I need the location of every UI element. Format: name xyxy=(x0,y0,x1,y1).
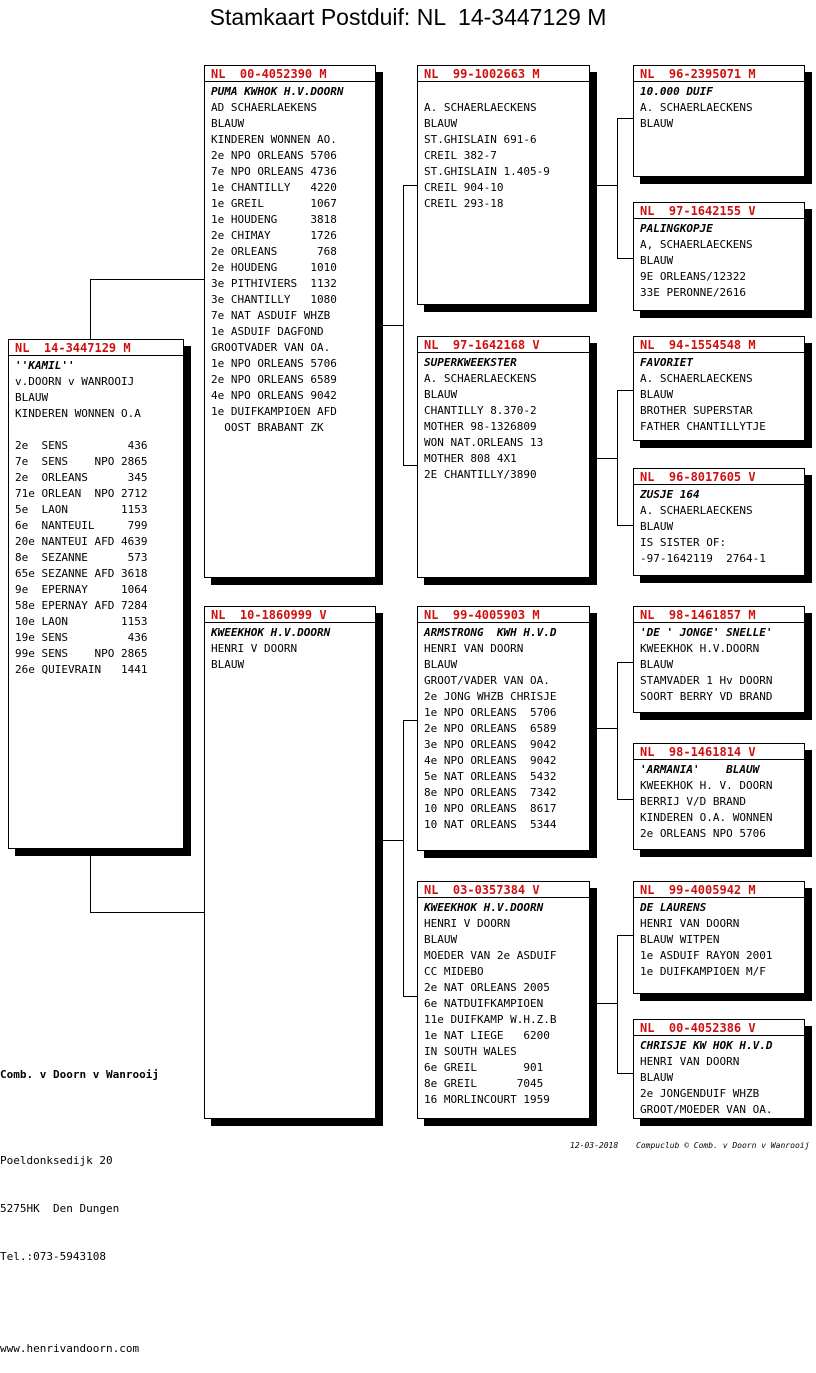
pigeon-details xyxy=(640,898,798,980)
pigeon-detail-line: 2e HOUDENG 1010 xyxy=(211,261,337,274)
pigeon-detail-line: KINDEREN WONNEN AO. xyxy=(211,133,337,146)
pigeon-detail-line: IS SISTER OF: xyxy=(640,536,727,549)
pigeon-name: FAVORIET xyxy=(640,356,693,369)
ring-number: NL 00-4052390 M xyxy=(205,66,375,82)
pigeon-detail-line: BLAUW xyxy=(424,658,458,671)
pigeon-detail-line: CREIL 382-7 xyxy=(424,149,497,162)
pigeon-detail-line: BLAUW xyxy=(640,254,674,267)
connector-mother-mm xyxy=(403,996,417,997)
pigeon-name: PALINGKOPJE xyxy=(640,222,713,235)
ring-number: NL 94-1554548 M xyxy=(634,337,804,353)
pigeon-detail-line: CREIL 293-18 xyxy=(424,197,504,210)
connector-mf-mff xyxy=(617,662,633,663)
pigeon-detail-line: 2e JONGENDUIF WHZB xyxy=(640,1087,760,1100)
pigeon-detail-line: A. SCHAERLAECKENS xyxy=(640,504,753,517)
pigeon-details xyxy=(15,356,177,678)
pigeon-detail-line: IN SOUTH WALES xyxy=(424,1045,517,1058)
pigeon-detail-line: OOST BRABANT ZK xyxy=(211,421,324,434)
pigeon-detail-line: 2e NAT ORLEANS 2005 xyxy=(424,981,550,994)
pigeon-detail-line: MOTHER 98-1326809 xyxy=(424,420,537,433)
pigeon-details xyxy=(211,623,369,673)
pigeon-detail-line: KINDEREN WONNEN O.A xyxy=(15,407,141,420)
ring-number: NL 98-1461814 V xyxy=(634,744,804,760)
pigeon-detail-line: 65e SEZANNE AFD 3618 xyxy=(15,567,148,580)
pigeon-card-mm xyxy=(417,881,590,1119)
ring-number: NL 97-1642168 V xyxy=(418,337,589,353)
pigeon-detail-line: 2e ORLEANS 345 xyxy=(15,471,148,484)
ring-number: NL 96-2395071 M xyxy=(634,66,804,82)
pigeon-name: 'DE ' JONGE' SNELLE' xyxy=(640,626,773,639)
connector-fm-fmm xyxy=(617,525,633,526)
pigeon-details xyxy=(424,623,583,833)
connector-mother-mf xyxy=(403,720,417,721)
ring-number: NL 14-3447129 M xyxy=(9,340,183,356)
pigeon-detail-line: A. SCHAERLAECKENS xyxy=(640,372,753,385)
pigeon-detail-line: BLAUW xyxy=(424,388,458,401)
connector-mm-mmm xyxy=(617,1073,633,1074)
pigeon-detail-line: 19e SENS 436 xyxy=(15,631,148,644)
connector-mm-stub xyxy=(597,1003,617,1004)
pigeon-detail-line: 11e DUIFKAMP W.H.Z.B xyxy=(424,1013,557,1026)
connector-fm-fmf xyxy=(617,390,633,391)
pigeon-detail-line: A. SCHAERLAECKENS xyxy=(424,372,537,385)
pigeon-detail-line: 3e CHANTILLY 1080 xyxy=(211,293,337,306)
pigeon-detail-line: 7e NPO ORLEANS 4736 xyxy=(211,165,337,178)
pigeon-detail-line: v.DOORN v WANROOIJ xyxy=(15,375,135,388)
pigeon-detail-line: AD SCHAERLAEKENS xyxy=(211,101,317,114)
pigeon-card-ff xyxy=(417,65,590,305)
pigeon-detail-line: 1e NAT LIEGE 6200 xyxy=(424,1029,550,1042)
pigeon-details xyxy=(640,623,798,705)
pigeon-detail-line: 16 MORLINCOURT 1959 xyxy=(424,1093,550,1106)
pigeon-name: SUPERKWEEKSTER xyxy=(424,356,517,369)
connector-subject-mother-h xyxy=(90,912,204,913)
print-credit: Compuclub © Comb. v Doorn v Wanrooij xyxy=(636,1141,810,1150)
pigeon-detail-line: 4e NPO ORLEANS 9042 xyxy=(424,754,557,767)
pigeon-details xyxy=(640,82,798,132)
pigeon-detail-line: 9e EPERNAY 1064 xyxy=(15,583,148,596)
pigeon-detail-line: 99e SENS NPO 2865 xyxy=(15,647,148,660)
owner-name: Comb. v Doorn v Wanrooij xyxy=(0,1068,159,1081)
pigeon-detail-line: 1e GREIL 1067 xyxy=(211,197,337,210)
pigeon-detail-line: 71e ORLEAN NPO 2712 xyxy=(15,487,148,500)
ring-number: NL 97-1642155 V xyxy=(634,203,804,219)
pigeon-detail-line: 2e NPO ORLEANS 6589 xyxy=(211,373,337,386)
pigeon-card-father xyxy=(204,65,376,578)
pigeon-detail-line: 5e LAON 1153 xyxy=(15,503,148,516)
connector-ff-parents xyxy=(617,118,618,258)
connector-father-fm xyxy=(403,465,417,466)
owner-phone: Tel.:073-5943108 xyxy=(0,1250,106,1263)
pigeon-detail-line: CREIL 904-10 xyxy=(424,181,504,194)
pigeon-detail-line: 1e ASDUIF RAYON 2001 xyxy=(640,949,773,962)
pigeon-detail-line: A. SCHAERLAECKENS xyxy=(640,101,753,114)
connector-father-parents xyxy=(403,185,404,465)
pigeon-detail-line: SOORT BERRY VD BRAND xyxy=(640,690,773,703)
pigeon-name: PUMA KWHOK H.V.DOORN xyxy=(211,85,344,98)
pigeon-detail-line: GROOT/MOEDER VAN OA. xyxy=(640,1103,773,1116)
pigeon-detail-line: 9E ORLEANS/12322 xyxy=(640,270,746,283)
pigeon-detail-line: BLAUW xyxy=(15,391,49,404)
pigeon-detail-line: 6e NATDUIFKAMPIOEN xyxy=(424,997,544,1010)
pigeon-name: 'ARMANIA' BLAUW xyxy=(640,763,760,776)
connector-father-stub xyxy=(383,325,403,326)
pigeon-name: 10.000 DUIF xyxy=(640,85,713,98)
pigeon-detail-line: KWEEKHOK H. V. DOORN xyxy=(640,779,773,792)
pigeon-detail-line: 2e SENS 436 xyxy=(15,439,148,452)
ring-number: NL 00-4052386 V xyxy=(634,1020,804,1036)
pigeon-detail-line: 5e NAT ORLEANS 5432 xyxy=(424,770,557,783)
pigeon-card-fmf xyxy=(633,336,805,441)
pigeon-detail-line: 33E PERONNE/2616 xyxy=(640,286,746,299)
ring-number: NL 03-0357384 V xyxy=(418,882,589,898)
connector-ff-fff xyxy=(617,118,633,119)
pigeon-detail-line: 1e ASDUIF DAGFOND xyxy=(211,325,324,338)
pigeon-detail-line: HENRI VAN DOORN xyxy=(424,642,524,655)
pigeon-detail-line: 3e NPO ORLEANS 9042 xyxy=(424,738,557,751)
pigeon-detail-line: 4e NPO ORLEANS 9042 xyxy=(211,389,337,402)
connector-mf-stub xyxy=(597,728,617,729)
pigeon-detail-line: BLAUW WITPEN xyxy=(640,933,720,946)
pigeon-name: KWEEKHOK H.V.DOORN xyxy=(424,901,544,914)
pigeon-detail-line: BLAUW xyxy=(424,117,458,130)
pigeon-card-fff xyxy=(633,65,805,177)
pigeon-name: ARMSTRONG KWH H.V.D xyxy=(424,626,557,639)
pigeon-card-mmf xyxy=(633,881,805,994)
pigeon-detail-line: 10e LAON 1153 xyxy=(15,615,148,628)
pigeon-card-ffm xyxy=(633,202,805,311)
pigeon-detail-line: 7e SENS NPO 2865 xyxy=(15,455,148,468)
pigeon-detail-line: MOEDER VAN 2e ASDUIF xyxy=(424,949,557,962)
pigeon-detail-line: GROOTVADER VAN OA. xyxy=(211,341,331,354)
pigeon-detail-line: 6e NANTEUIL 799 xyxy=(15,519,148,532)
connector-mf-parents xyxy=(617,662,618,799)
pigeon-detail-line: 8e NPO ORLEANS 7342 xyxy=(424,786,557,799)
pigeon-detail-line: 7e NAT ASDUIF WHZB xyxy=(211,309,331,322)
pigeon-detail-line: GROOT/VADER VAN OA. xyxy=(424,674,550,687)
pigeon-detail-line: WON NAT.ORLEANS 13 xyxy=(424,436,544,449)
ring-number: NL 96-8017605 V xyxy=(634,469,804,485)
connector-mm-mmf xyxy=(617,935,633,936)
ring-number: NL 99-1002663 M xyxy=(418,66,589,82)
pigeon-card-mff xyxy=(633,606,805,713)
pigeon-details xyxy=(640,353,798,435)
pigeon-detail-line: 26e QUIEVRAIN 1441 xyxy=(15,663,148,676)
pigeon-detail-line: -97-1642119 2764-1 xyxy=(640,552,766,565)
pigeon-detail-line: 10 NAT ORLEANS 5344 xyxy=(424,818,557,831)
ring-number: NL 10-1860999 V xyxy=(205,607,375,623)
pigeon-detail-line: A, SCHAERLAECKENS xyxy=(640,238,753,251)
connector-ff-ffm xyxy=(617,258,633,259)
pigeon-detail-line: 1e CHANTILLY 4220 xyxy=(211,181,337,194)
pigeon-card-fm xyxy=(417,336,590,578)
pigeon-detail-line: BLAUW xyxy=(640,520,674,533)
pigeon-detail-line: MOTHER 808 4X1 xyxy=(424,452,517,465)
pigeon-detail-line: BLAUW xyxy=(211,117,245,130)
pigeon-name xyxy=(424,84,583,100)
pigeon-detail-line: 2e NPO ORLEANS 6589 xyxy=(424,722,557,735)
pigeon-detail-line: CHANTILLY 8.370-2 xyxy=(424,404,537,417)
pigeon-detail-line: 2e CHIMAY 1726 xyxy=(211,229,337,242)
print-date: 12-03-2018 xyxy=(570,1141,619,1150)
pigeon-detail-line: HENRI V DOORN xyxy=(211,642,298,655)
pigeon-detail-line: 1e DUIFKAMPIOEN AFD xyxy=(211,405,337,418)
pigeon-detail-line: 8e GREIL 7045 xyxy=(424,1077,544,1090)
pigeon-details xyxy=(424,898,583,1108)
pigeon-detail-line: 2e ORLEANS 768 xyxy=(211,245,337,258)
pigeon-detail-line: ST.GHISLAIN 1.405-9 xyxy=(424,165,550,178)
website-link[interactable]: www.henrivandoorn.com xyxy=(0,1342,140,1355)
owner-block xyxy=(0,1035,159,1373)
connector-subject-mother xyxy=(90,855,91,912)
pigeon-details xyxy=(640,485,798,567)
pigeon-card-fmm xyxy=(633,468,805,576)
pigeon-detail-line: 2e JONG WHZB CHRISJE xyxy=(424,690,557,703)
pigeon-detail-line: 10 NPO ORLEANS 8617 xyxy=(424,802,557,815)
pigeon-detail-line: A. SCHAERLAECKENS xyxy=(424,101,537,114)
pigeon-detail-line: CC MIDEBO xyxy=(424,965,484,978)
pigeon-detail-line: 1e HOUDENG 3818 xyxy=(211,213,337,226)
connector-father-ff xyxy=(403,185,417,186)
pigeon-detail-line xyxy=(15,422,177,438)
connector-mf-mfm xyxy=(617,799,633,800)
pigeon-detail-line: 58e EPERNAY AFD 7284 xyxy=(15,599,148,612)
pigeon-card-mf xyxy=(417,606,590,851)
connector-subject-father xyxy=(90,279,91,339)
pigeon-detail-line: HENRI V DOORN xyxy=(424,917,511,930)
pigeon-detail-line: FATHER CHANTILLYTJE xyxy=(640,420,766,433)
pigeon-detail-line: 6e GREIL 901 xyxy=(424,1061,544,1074)
pigeon-name: ''KAMIL'' xyxy=(15,359,75,372)
pigeon-detail-line: 3e PITHIVIERS 1132 xyxy=(211,277,337,290)
pigeon-detail-line: HENRI VAN DOORN xyxy=(640,1055,740,1068)
connector-ff-stub xyxy=(597,185,617,186)
pigeon-card-mother xyxy=(204,606,376,1119)
ring-number: NL 99-4005903 M xyxy=(418,607,589,623)
pigeon-detail-line: 8e SEZANNE 573 xyxy=(15,551,148,564)
pigeon-card-mmm xyxy=(633,1019,805,1119)
pigeon-card-mfm xyxy=(633,743,805,850)
pigeon-detail-line: BERRIJ V/D BRAND xyxy=(640,795,746,808)
connector-mother-parents xyxy=(403,720,404,996)
pigeon-name: ZUSJE 164 xyxy=(640,488,700,501)
connector-fm-parents xyxy=(617,390,618,525)
pigeon-name: DE LAURENS xyxy=(640,901,707,914)
connector-subject-father-h xyxy=(90,279,204,280)
pigeon-name: KWEEKHOK H.V.DOORN xyxy=(211,626,331,639)
pigeon-detail-line: BLAUW xyxy=(640,388,674,401)
pigeon-details xyxy=(424,82,583,212)
pigeon-detail-line: BROTHER SUPERSTAR xyxy=(640,404,753,417)
pigeon-detail-line: KINDEREN O.A. WONNEN xyxy=(640,811,773,824)
pigeon-detail-line: BLAUW xyxy=(640,658,674,671)
pigeon-detail-line: 1e NPO ORLEANS 5706 xyxy=(424,706,557,719)
pigeon-name: CHRISJE KW HOK H.V.D xyxy=(640,1039,773,1052)
connector-mother-stub xyxy=(383,840,403,841)
ring-number: NL 98-1461857 M xyxy=(634,607,804,623)
owner-city: 5275HK Den Dungen xyxy=(0,1202,120,1215)
ring-number: NL 99-4005942 M xyxy=(634,882,804,898)
pigeon-details xyxy=(640,219,798,301)
connector-mm-parents xyxy=(617,935,618,1073)
pigeon-card-subject xyxy=(8,339,184,849)
pigeon-detail-line: 2e ORLEANS NPO 5706 xyxy=(640,827,766,840)
pigeon-detail-line: 20e NANTEUI AFD 4639 xyxy=(15,535,148,548)
pigeon-detail-line: HENRI VAN DOORN xyxy=(640,917,740,930)
pigeon-detail-line: BLAUW xyxy=(640,1071,674,1084)
pigeon-detail-line: ST.GHISLAIN 691-6 xyxy=(424,133,537,146)
pigeon-details xyxy=(211,82,369,436)
pigeon-detail-line: 2E CHANTILLY/3890 xyxy=(424,468,537,481)
pigeon-detail-line: 1e DUIFKAMPIOEN M/F xyxy=(640,965,766,978)
pigeon-detail-line: BLAUW xyxy=(424,933,458,946)
pigeon-details xyxy=(640,1036,798,1118)
page-title: Stamkaart Postduif: NL 14-3447129 M xyxy=(209,4,607,30)
pigeon-details xyxy=(640,760,798,842)
pigeon-detail-line: 2e NPO ORLEANS 5706 xyxy=(211,149,337,162)
pigeon-detail-line: BLAUW xyxy=(640,117,674,130)
connector-fm-stub xyxy=(597,458,617,459)
pigeon-detail-line: 1e NPO ORLEANS 5706 xyxy=(211,357,337,370)
owner-street: Poeldonksedijk 20 xyxy=(0,1154,113,1167)
pigeon-detail-line: BLAUW xyxy=(211,658,245,671)
pigeon-details xyxy=(424,353,583,483)
pigeon-detail-line: KWEEKHOK H.V.DOORN xyxy=(640,642,760,655)
pigeon-detail-line: STAMVADER 1 Hv DOORN xyxy=(640,674,773,687)
